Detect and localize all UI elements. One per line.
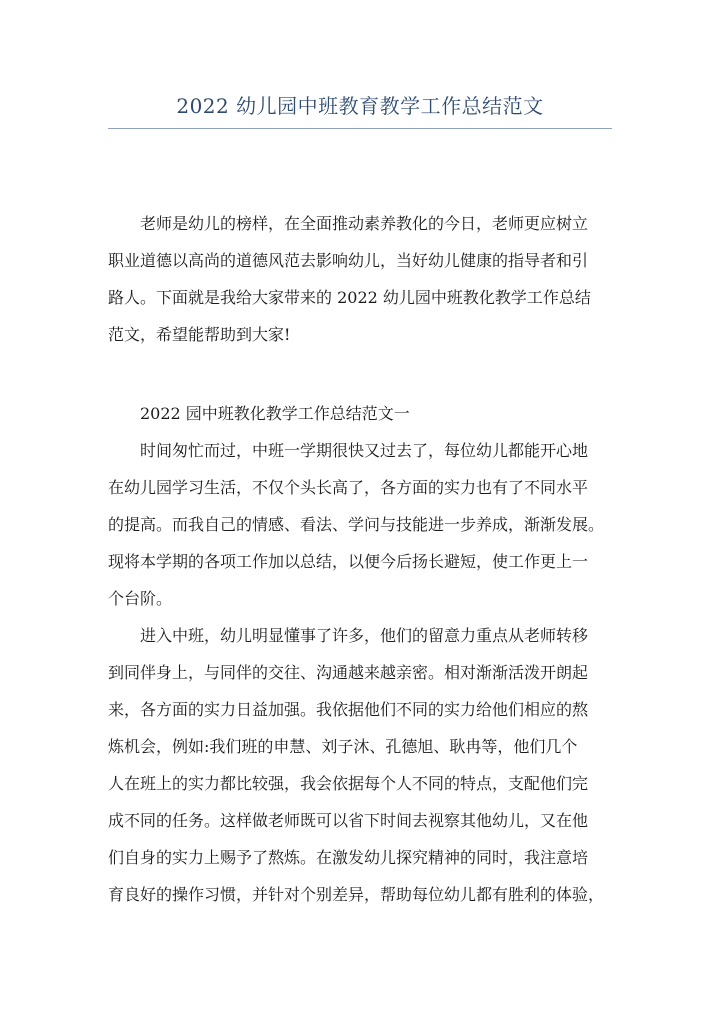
body-paragraph: 进入中班，幼儿明显懂事了许多，他们的留意力重点从老师转移 到同伴身上，与同伴的交往、沟通越来越亲密。相对渐渐活泼开朗起 来，各方面的实力日益加强。我依据他们不同的实力给他们相应的熬 炼机会，例如:我们班的申慧、刘子沐、孔德旭、耿冉等，他们几个 人在班上的实力都比较强，我会依据每个人不同的特点，支配他们完 成不同的任务。这样做老师既可以省下时间去视察其他幼儿，又在他 们自身的实力上赐予了熬炼。在激发幼儿探究精神的同时，我注意培 育良好的操作习惯，并针对个别差异，帮助每位幼儿都有胜利的体验， [108,626,605,904]
intro-section [108,205,612,353]
essay-section [108,395,612,913]
section-heading: 2022 园中班教化教学工作总结范文一 [140,404,410,423]
body-paragraph: 时间匆忙而过，中班一学期很快又过去了，每位幼儿都能开心地 在幼儿园学习生活，不仅个头长高了，各方面的实力也有了不同水平 的提高。而我自己的情感、看法、学问与技能进一步养成，渐渐发展。 现将本学期的各项工作加以总结，以便今后扬长避短，使工作更上一 个台阶。 [108,441,605,608]
intro-paragraph: 老师是幼儿的榜样，在全面推动素养教化的今日，老师更应树立 职业道德以高尚的道德风范去影响幼儿，当好幼儿健康的指导者和引 路人。下面就是我给大家带来的 2022 幼儿园中班教化教学工作总结 范文，希望能帮助到大家! [108,214,591,344]
document-title: 2022 幼儿园中班教育教学工作总结范文 [176,94,544,118]
title-underline [108,128,612,129]
